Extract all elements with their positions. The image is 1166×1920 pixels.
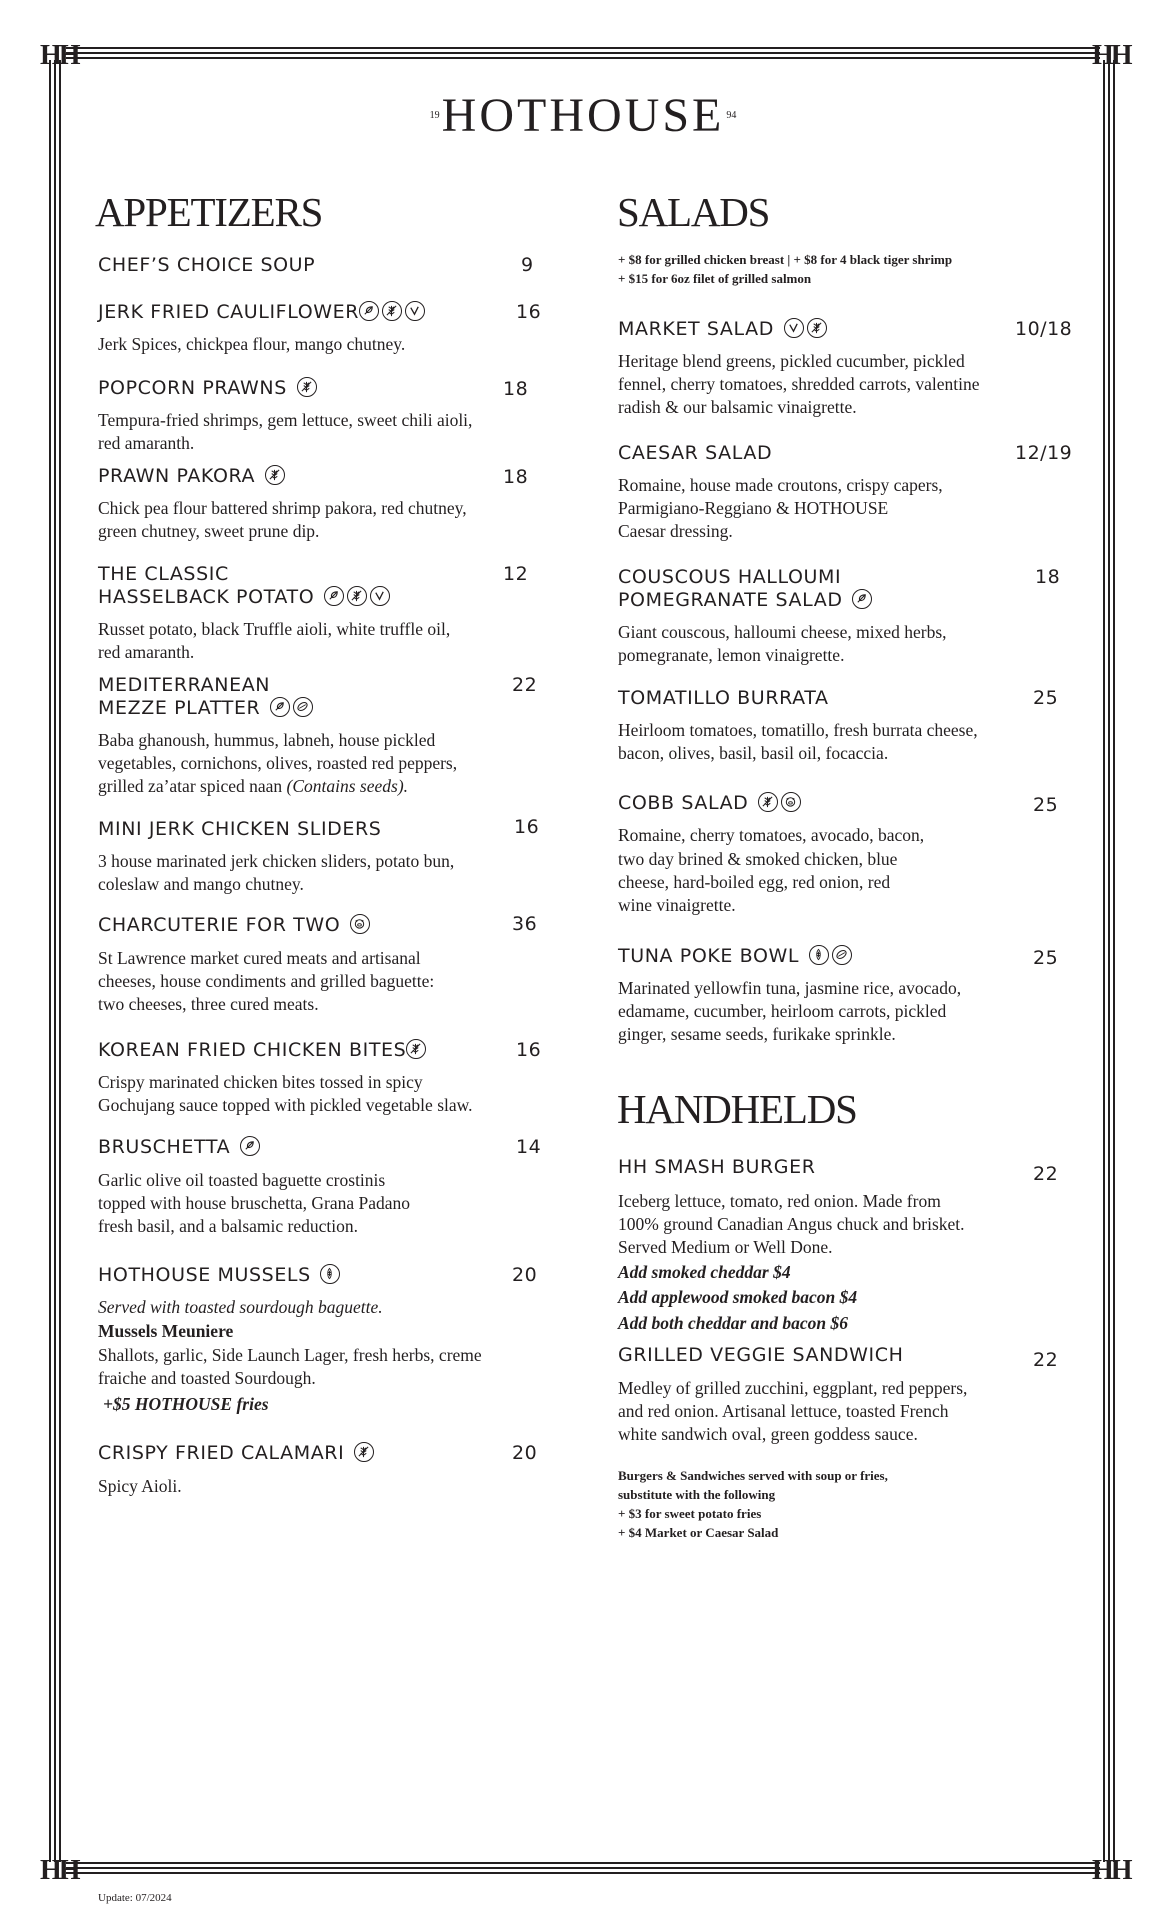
menu-item-price: 20 (512, 1264, 538, 1286)
menu-item-addon: Add applewood smoked bacon $4 (618, 1287, 858, 1307)
menu-item-price: 16 (514, 816, 540, 838)
menu-item-description: 3 house marinated jerk chicken sliders, potato bun, (98, 851, 455, 871)
menu-item-note: (Contains seeds). (286, 776, 409, 796)
menu-item-description: radish & our balsamic vinaigrette. (618, 397, 857, 417)
menu-item-name: GRILLED VEGGIE SANDWICH (618, 1344, 904, 1366)
menu-item-name: CHARCUTERIE FOR TWO (98, 914, 341, 936)
menu-item-description: St Lawrence market cured meats and artisanal (98, 948, 421, 968)
menu-item-description: Chick pea flour battered shrimp pakora, red chutney, (98, 498, 467, 518)
menu-item-name-row (98, 1135, 260, 1159)
update-date: Update: 07/2024 (98, 1892, 172, 1904)
menu-item-price: 25 (1033, 947, 1059, 969)
salads-addon-line: + $15 for 6oz filet of grilled salmon (618, 271, 812, 286)
menu-item-price: 18 (503, 466, 529, 488)
frame-top (66, 47, 1100, 59)
corner-mark-tr: HH (1092, 40, 1130, 71)
menu-item-price: 14 (516, 1136, 542, 1158)
menu-item-name-row (98, 464, 285, 488)
gluten-free-wheat-icon (354, 1442, 374, 1462)
menu-item-name: TUNA POKE BOWL (618, 945, 800, 967)
menu-item-name-row (98, 1038, 426, 1062)
menu-item-price: 16 (516, 301, 542, 323)
vegetarian-leaf-icon (359, 301, 379, 321)
menu-item-description: fraiche and toasted Sourdough. (98, 1368, 316, 1388)
menu-item-description: coleslaw and mango chutney. (98, 874, 304, 894)
menu-item-name: HH SMASH BURGER (618, 1156, 816, 1178)
menu-item-description: and red onion. Artisanal lettuce, toasted French (618, 1401, 949, 1421)
salads-addon-line: + $8 for grilled chicken breast | + $8 for 4 black tiger shrimp (618, 252, 953, 267)
menu-item-description: 100% ground Canadian Angus chuck and brisket. (618, 1214, 965, 1234)
menu-item-description: ginger, sesame seeds, furikake sprinkle. (618, 1024, 896, 1044)
menu-item-description: vegetables, cornichons, olives, roasted red peppers, (98, 753, 458, 773)
vegan-v-icon (405, 301, 425, 321)
menu-item-description-row (98, 775, 408, 799)
menu-item-description: Served Medium or Well Done. (618, 1237, 833, 1257)
menu-item-description: Shallots, garlic, Side Launch Lager, fresh herbs, creme (98, 1345, 482, 1365)
menu-item-name: COUSCOUS HALLOUMI (618, 566, 842, 588)
menu-item-addon: Add smoked cheddar $4 (618, 1262, 791, 1282)
menu-item-price: 10/18 (1015, 318, 1073, 340)
corner-mark-bl: HH (40, 1855, 78, 1886)
menu-item-name: KOREAN FRIED CHICKEN BITES (98, 1039, 407, 1061)
menu-item-description: Romaine, cherry tomatoes, avocado, bacon, (618, 825, 925, 845)
menu-item-description: Baba ghanoush, hummus, labneh, house pickled (98, 730, 436, 750)
menu-item-description: Heritage blend greens, pickled cucumber, pickled (618, 351, 965, 371)
menu-item-name-row (98, 1263, 340, 1287)
menu-item-price: 25 (1033, 687, 1059, 709)
menu-item-price: 18 (503, 378, 529, 400)
vegetarian-leaf-icon (240, 1136, 260, 1156)
menu-item-description: Iceberg lettuce, tomato, red onion. Made from (618, 1191, 941, 1211)
frame-right (1103, 60, 1117, 1862)
menu-item-description: Heirloom tomatoes, tomatillo, fresh burrata cheese, (618, 720, 978, 740)
menu-item-name: CRISPY FRIED CALAMARI (98, 1442, 345, 1464)
vegetarian-leaf-icon (324, 586, 344, 606)
menu-item-addon: Add both cheddar and bacon $6 (618, 1313, 848, 1333)
frame-left (49, 60, 63, 1862)
menu-item-description: cheeses, house condiments and grilled baguette: (98, 971, 435, 991)
menu-item-served-with: Served with toasted sourdough baguette. (98, 1297, 383, 1317)
menu-item-price: 20 (512, 1442, 538, 1464)
menu-item-price: 12/19 (1015, 442, 1073, 464)
menu-item-description: topped with house bruschetta, Grana Padano (98, 1193, 411, 1213)
menu-item-name-line2: HASSELBACK POTATO (98, 586, 315, 608)
menu-item-description: grilled za’atar spiced naan (98, 776, 283, 796)
menu-item-description: red amaranth. (98, 433, 195, 453)
menu-item-name-row (98, 376, 317, 400)
menu-item-description: Russet potato, black Truffle aioli, white truffle oil, (98, 619, 451, 639)
vegan-v-icon (370, 586, 390, 606)
menu-item-description: fennel, cherry tomatoes, shredded carrots, valentine (618, 374, 980, 394)
menu-item-name-row (98, 1441, 374, 1465)
brand-year-left: 19 (429, 110, 440, 121)
handhelds-note: + $4 Market or Caesar Salad (618, 1525, 779, 1540)
menu-item-description: edamame, cucumber, heirloom carrots, pickled (618, 1001, 947, 1021)
menu-item-description: cheese, hard-boiled egg, red onion, red (618, 872, 891, 892)
menu-item-price: 22 (512, 674, 538, 696)
handhelds-note: + $3 for sweet potato fries (618, 1506, 762, 1521)
menu-item-description: Tempura-fried shrimps, gem lettuce, sweet chili aioli, (98, 410, 473, 430)
seafood-icon (809, 945, 829, 965)
menu-item-subtitle: Mussels Meuniere (98, 1321, 234, 1341)
menu-item-name-row (98, 585, 390, 609)
frame-bottom (66, 1862, 1100, 1874)
menu-item-description: wine vinaigrette. (618, 895, 736, 915)
menu-item-description: two cheeses, three cured meats. (98, 994, 319, 1014)
menu-item-description: bacon, olives, basil, basil oil, focaccia. (618, 743, 889, 763)
menu-item-description: Spicy Aioli. (98, 1476, 182, 1496)
menu-item-price: 22 (1033, 1163, 1059, 1185)
menu-item-name-row (98, 696, 313, 720)
menu-item-addon: +$5 HOTHOUSE fries (103, 1394, 269, 1414)
menu-item-name: POPCORN PRAWNS (98, 377, 287, 399)
appetizers-title: APPETIZERS (95, 189, 323, 235)
menu-item-price: 9 (521, 254, 534, 276)
menu-item-price: 36 (512, 913, 538, 935)
menu-item-name: HOTHOUSE MUSSELS (98, 1264, 311, 1286)
handhelds-note: substitute with the following (618, 1487, 776, 1502)
menu-item-description: Caesar dressing. (618, 521, 733, 541)
menu-item-name: THE CLASSIC (98, 563, 229, 585)
handhelds-title: HANDHELDS (617, 1086, 857, 1132)
menu-item-description: Marinated yellowfin tuna, jasmine rice, avocado, (618, 978, 962, 998)
menu-item-description: green chutney, sweet prune dip. (98, 521, 320, 541)
corner-mark-br: HH (1092, 1855, 1130, 1886)
menu-item-name-line2: MEZZE PLATTER (98, 697, 261, 719)
menu-item-name: COBB SALAD (618, 792, 749, 814)
menu-item-description: Parmigiano-Reggiano & HOTHOUSE (618, 498, 889, 518)
menu-item-name-line2: POMEGRANATE SALAD (618, 589, 843, 611)
brand-name: HOTHOUSE (441, 89, 725, 142)
menu-item-description: Medley of grilled zucchini, eggplant, red peppers, (618, 1378, 968, 1398)
menu-item-description: Jerk Spices, chickpea flour, mango chutney. (98, 334, 406, 354)
menu-item-description: two day brined & smoked chicken, blue (618, 849, 898, 869)
menu-item-description: Romaine, house made croutons, crispy capers, (618, 475, 943, 495)
vegetarian-leaf-icon (270, 697, 290, 717)
menu-item-name: MEDITERRANEAN (98, 674, 271, 696)
seafood-icon (320, 1264, 340, 1284)
menu-item-description: Crispy marinated chicken bites tossed in spicy (98, 1072, 423, 1092)
gluten-free-wheat-icon (807, 318, 827, 338)
menu-item-name-row (98, 300, 425, 324)
salads-title: SALADS (617, 189, 770, 235)
menu-item-description: white sandwich oval, green goddess sauce. (618, 1424, 918, 1444)
menu-item-description: pomegranate, lemon vinaigrette. (618, 645, 845, 665)
menu-item-name-row (618, 588, 872, 612)
contains-nuts-icon (832, 945, 852, 965)
menu-item-description: Giant couscous, halloumi cheese, mixed herbs, (618, 622, 947, 642)
menu-item-description: Gochujang sauce topped with pickled vegetable slaw. (98, 1095, 473, 1115)
vegetarian-leaf-icon (852, 589, 872, 609)
menu-item-name: BRUSCHETTA (98, 1136, 231, 1158)
menu-item-name: CHEF’S CHOICE SOUP (98, 254, 316, 276)
gluten-free-wheat-icon (382, 301, 402, 321)
menu-item-name-row (618, 317, 827, 341)
menu-item-price: 25 (1033, 794, 1059, 816)
menu-item-price: 12 (503, 563, 529, 585)
pork-icon (781, 792, 801, 812)
menu-item-name: TOMATILLO BURRATA (618, 687, 829, 709)
menu-item-description: fresh basil, and a balsamic reduction. (98, 1216, 358, 1236)
gluten-free-wheat-icon (265, 465, 285, 485)
gluten-free-wheat-icon (758, 792, 778, 812)
gluten-free-wheat-icon (297, 377, 317, 397)
menu-item-price: 18 (1035, 566, 1061, 588)
handhelds-note: Burgers & Sandwiches served with soup or fries, (618, 1468, 888, 1483)
menu-item-price: 16 (516, 1039, 542, 1061)
menu-item-price: 22 (1033, 1349, 1059, 1371)
menu-item-name: MINI JERK CHICKEN SLIDERS (98, 818, 382, 840)
menu-item-name: CAESAR SALAD (618, 442, 773, 464)
menu-item-name-row (98, 913, 370, 937)
gluten-free-wheat-icon (406, 1039, 426, 1059)
corner-mark-tl: HH (40, 40, 78, 71)
contains-nuts-icon (293, 697, 313, 717)
menu-item-name-row (618, 944, 852, 968)
pork-icon (350, 914, 370, 934)
vegan-v-icon (784, 318, 804, 338)
gluten-free-wheat-icon (347, 586, 367, 606)
menu-item-name: JERK FRIED CAULIFLOWER (98, 301, 360, 323)
menu-item-description: red amaranth. (98, 642, 195, 662)
menu-item-description: Garlic olive oil toasted baguette crostinis (98, 1170, 386, 1190)
brand-logo (0, 88, 1166, 143)
menu-item-name: PRAWN PAKORA (98, 465, 256, 487)
menu-item-name-row (618, 791, 801, 815)
menu-item-name: MARKET SALAD (618, 318, 774, 340)
brand-year-right: 94 (726, 110, 737, 121)
